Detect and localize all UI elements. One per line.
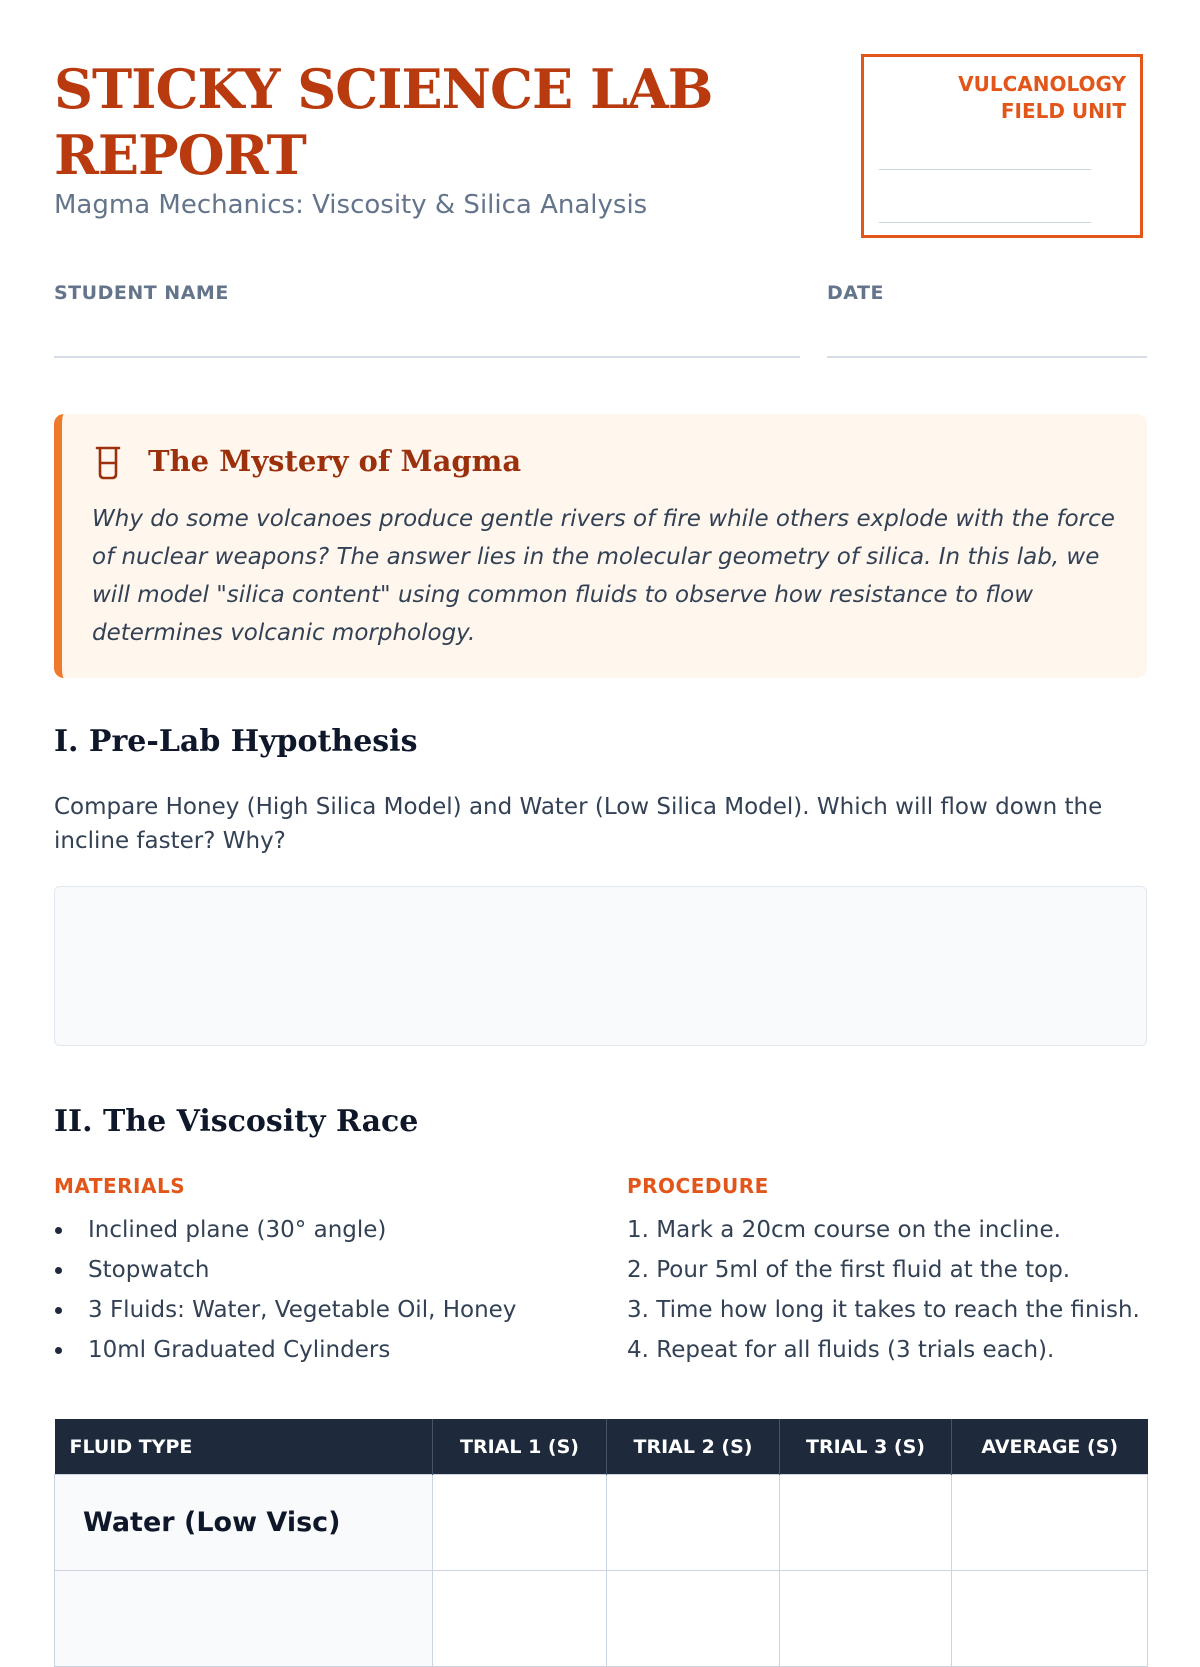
list-item (54, 1330, 614, 1370)
table-row (55, 1571, 1148, 1667)
bullet-icon (55, 1347, 62, 1354)
column-header: FLUID TYPE (55, 1419, 433, 1475)
date-field[interactable] (827, 356, 1147, 358)
callout-title: The Mystery of Magma (148, 444, 522, 478)
hypothesis-answer-box[interactable] (54, 886, 1147, 1046)
intro-callout (54, 414, 1147, 678)
list-item (54, 1210, 614, 1250)
list-item (54, 1290, 614, 1330)
material-text: Inclined plane (30° angle) (88, 1217, 387, 1243)
stamp-label: VULCANOLOGY FIELD UNIT (958, 72, 1126, 123)
list-item: 2. Pour 5ml of the first fluid at the top. (627, 1257, 1071, 1283)
list-item: 1. Mark a 20cm course on the incline. (627, 1217, 1061, 1243)
procedure-list (627, 1210, 1147, 1370)
average-cell[interactable] (952, 1475, 1148, 1571)
trial-1-cell[interactable] (433, 1475, 607, 1571)
material-text: 10ml Graduated Cylinders (88, 1337, 391, 1363)
report-title: STICKY SCIENCE LAB REPORT (54, 57, 713, 187)
bullet-icon (55, 1227, 62, 1234)
bullet-icon (55, 1267, 62, 1274)
report-subtitle: Magma Mechanics: Viscosity & Silica Analysis (54, 190, 648, 220)
column-header: TRIAL 1 (S) (433, 1419, 607, 1475)
section-hypothesis-title: I. Pre-Lab Hypothesis (54, 724, 418, 759)
trial-3-cell[interactable] (780, 1475, 952, 1571)
procedure-label: PROCEDURE (627, 1174, 769, 1198)
hypothesis-prompt: Compare Honey (High Silica Model) and Water (Low Silica Model). Which will flow down the incline faster? Why? (54, 794, 1103, 854)
list-item: 4. Repeat for all fluids (3 trials each). (627, 1337, 1055, 1363)
materials-list (54, 1210, 614, 1370)
material-text: 3 Fluids: Water, Vegetable Oil, Honey (88, 1297, 517, 1323)
fluid-type-cell (55, 1571, 433, 1667)
callout-text: Why do some volcanoes produce gentle rivers of fire while others explode with the force of nuclear weapons? The answer lies in the molecular geometry of silica. In this lab, we will model "silica content" using common fluids to observe how resistance to flow determines volcanic morphology. (92, 506, 1115, 646)
student-name-label: STUDENT NAME (54, 282, 229, 304)
trial-2-cell[interactable] (607, 1475, 780, 1571)
list-item (54, 1250, 614, 1290)
viscosity-data-table (54, 1419, 1148, 1667)
bullet-icon (55, 1307, 62, 1314)
column-header: AVERAGE (S) (952, 1419, 1148, 1475)
section-viscosity-race-title: II. The Viscosity Race (54, 1104, 419, 1139)
list-item: 3. Time how long it takes to reach the finish. (627, 1297, 1140, 1323)
table-row (55, 1475, 1148, 1571)
fluid-type-cell: Water (Low Visc) (55, 1475, 433, 1571)
stamp-line-1 (879, 169, 1091, 170)
column-header: TRIAL 2 (S) (607, 1419, 780, 1475)
average-cell[interactable] (952, 1571, 1148, 1667)
material-text: Stopwatch (88, 1257, 210, 1283)
table-header-row (55, 1419, 1148, 1475)
trial-2-cell[interactable] (607, 1571, 780, 1667)
date-label: DATE (827, 282, 884, 304)
trial-3-cell[interactable] (780, 1571, 952, 1667)
column-header: TRIAL 3 (S) (780, 1419, 952, 1475)
field-unit-stamp-box (861, 54, 1143, 238)
stamp-line-2 (879, 222, 1091, 223)
beaker-icon (94, 446, 122, 480)
trial-1-cell[interactable] (433, 1571, 607, 1667)
materials-label: MATERIALS (54, 1174, 186, 1198)
student-name-field[interactable] (54, 356, 800, 358)
